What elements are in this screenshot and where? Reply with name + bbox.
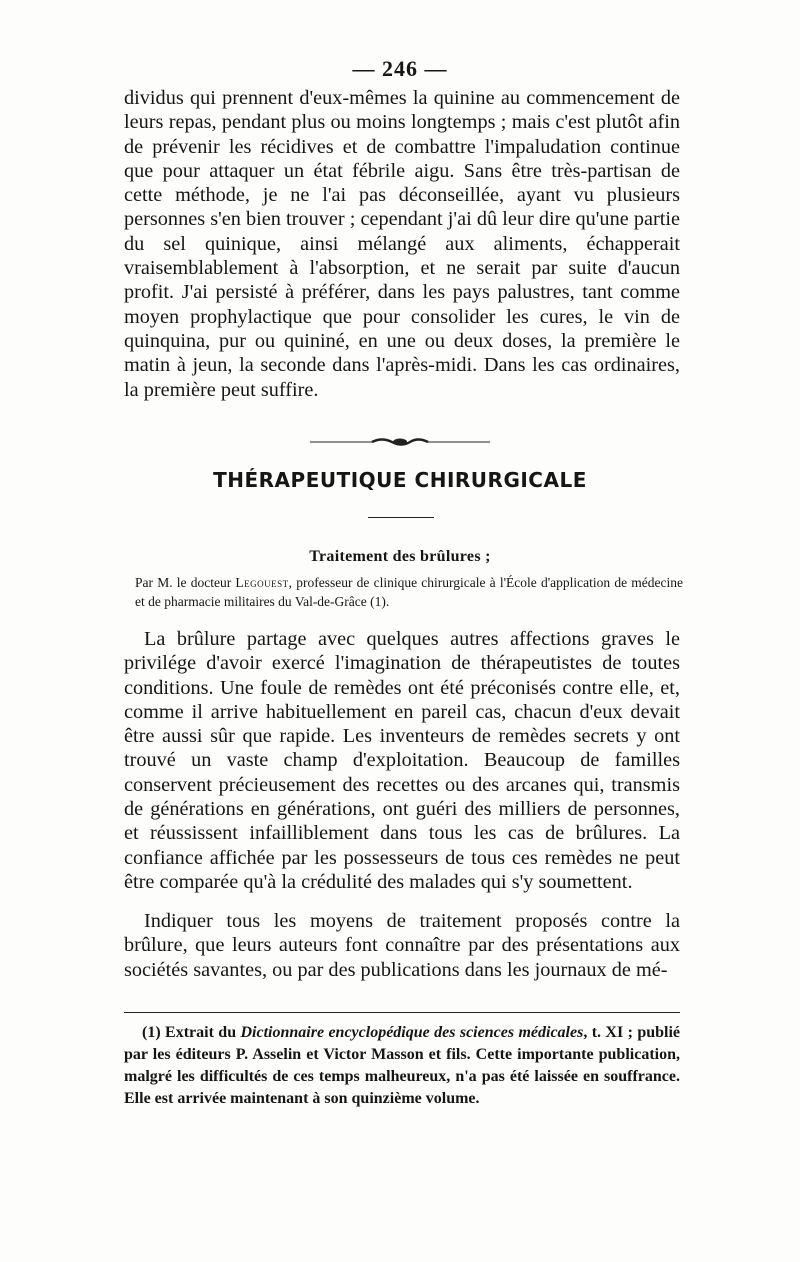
footnote-text [124, 1022, 680, 1110]
paragraph-text: dividus qui prennent d'eux-mêmes la quinine au commencement de leurs repas, pendant plus ou moins longtemps ; mais c'est plutôt afin de prévenir les récidives et de combattre l'impaludation continue que pour attaquer un état fébrile aigu. Sans être très-partisan de cette méthode, je ne l'ai pas déconseillée, ayant vu plusieurs personnes s'en bien trouver ; cependant j'ai dû leur dire qu'une partie du sel quinique, ainsi mélangé aux aliments, échapperait vraisemblablement à l'absorption, et ne serait par suite d'aucun profit. J'ai persisté à préférer, dans les pays palustres, tant comme moyen prophylactique que pour consolider les cures, le vin de quinquina, pur ou quininé, en une ou deux doses, la première le matin à jeun, la seconde dans l'après-midi. Dans les cas ordinaires, la première peut suffire. [124, 87, 680, 401]
footnote-source-title: Dictionnaire encyclopédique des sciences médicales [240, 1024, 584, 1041]
footnote-rule [124, 1012, 680, 1013]
footnote-suffix: , t. XI ; publié par les éditeurs P. Asselin et Victor Masson et fils. Cette importante publication, malgré les difficultés de ces temps malheureux, n'a pas été laissée en souffrance. Elle est arrivée maintenant à son quinzième volume. [124, 1024, 681, 1107]
byline-prefix: Par M. le docteur [135, 575, 236, 590]
article-byline [135, 573, 683, 611]
section-title: THÉRAPEUTIQUE CHIRURGICALE [213, 468, 587, 492]
footnote [124, 1022, 680, 1110]
paragraph-text: Indiquer tous les moyens de traitement proposés contre la brûlure, que leurs auteurs font connaître par des présentations aux sociétés savantes, ou par des publications dans les journaux de mé- [124, 910, 680, 981]
paragraph-moyens [124, 909, 680, 982]
ornament-divider [310, 436, 490, 448]
article-title: Traitement des brûlures ; [309, 548, 491, 565]
byline-author: Legouest [235, 575, 289, 590]
paragraph-brulure [124, 627, 680, 894]
paragraph-quinine [124, 86, 680, 402]
byline-suffix: , professeur de clinique chirurgicale à l'École d'application de médecine et de pharmacie militaires du Val-de-Grâce (1). [135, 575, 683, 609]
paragraph-text: La brûlure partage avec quelques autres affections graves le privilége d'avoir exercé l'imagination de thérapeutistes de toutes conditions. Une foule de remèdes ont été préconisés contre elle, et, comme il arrive habituellement en pareil cas, chacun d'eux devait être aussi sûr que rapide. Les inventeurs de remèdes secrets y ont trouvé un vaste champ d'exploitation. Beaucoup de familles conservent précieusement des recettes ou des arcanes qui, transmis de générations en générations, ont guéri des milliers de personnes, et réussissent infailliblement dans tous les cas de brûlures. La confiance affichée par les possesseurs de tous ces remèdes ne peut être comparée qu'à la crédulité des malades qui s'y soumettent. [124, 628, 680, 893]
section-rule [368, 517, 434, 518]
footnote-prefix: (1) Extrait du [142, 1024, 241, 1041]
page-number: — 246 — [352, 56, 448, 81]
